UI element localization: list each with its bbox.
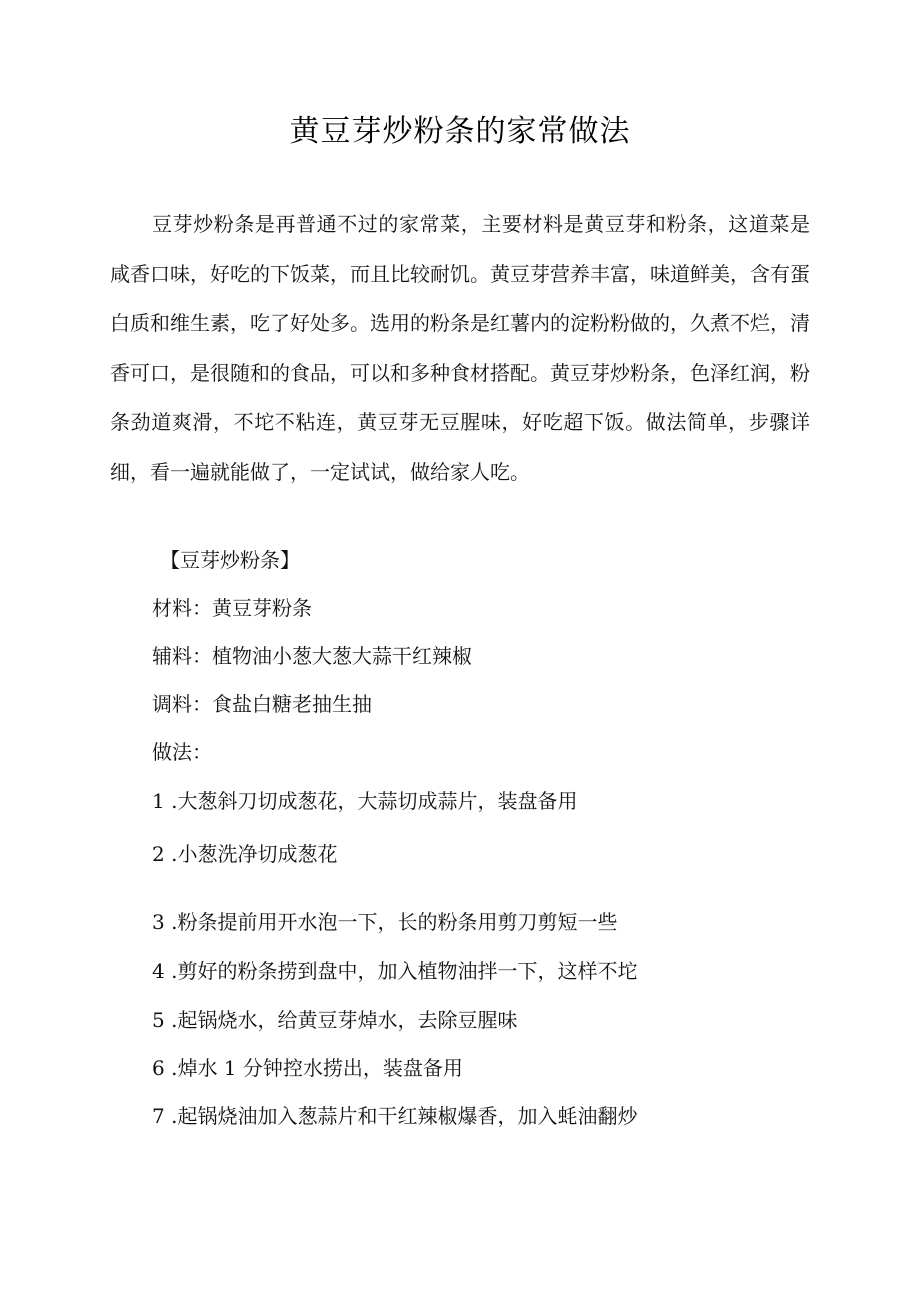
method-heading: 做法： (152, 740, 212, 764)
step-item: 1 .大葱斜刀切成葱花，大蒜切成蒜片，装盘备用 (152, 789, 578, 813)
step-item: 4 .剪好的粉条捞到盘中，加入植物油拌一下，这样不坨 (152, 959, 638, 983)
step-item: 7 .起锅烧油加入葱蒜片和干红辣椒爆香，加入蚝油翻炒 (152, 1104, 638, 1128)
auxiliary-ingredients-line: 辅料：植物油小葱大葱大蒜干红辣椒 (152, 644, 472, 668)
section-heading: 【豆芽炒粉条】 (160, 548, 300, 572)
intro-paragraph: 豆芽炒粉条是再普通不过的家常菜，主要材料是黄豆芽和粉条，这道菜是咸香口味，好吃的下饭菜，而且比较耐饥。黄豆芽营养丰富，味道鲜美，含有蛋白质和维生素，吃了好处多。选用的粉条是红薯内的淀粉粉做的，久煮不烂，清香可口，是很随和的食品，可以和多种食材搭配。黄豆芽炒粉条，色泽红润，粉条劲道爽滑，不坨不粘连，黄豆芽无豆腥味，好吃超下饭。做法简单，步骤详细，看一遍就能做了，一定试试，做给家人吃。 (110, 212, 810, 484)
step-item: 2 .小葱洗净切成葱花 (152, 842, 338, 866)
ingredients-line: 材料：黄豆芽粉条 (152, 596, 312, 620)
page-title: 黄豆芽炒粉条的家常做法 (289, 114, 631, 149)
step-item: 6 .焯水 1 分钟控水捞出，装盘备用 (152, 1056, 463, 1080)
step-item: 3 .粉条提前用开水泡一下，长的粉条用剪刀剪短一些 (152, 910, 618, 934)
step-item: 5 .起锅烧水，给黄豆芽焯水，去除豆腥味 (152, 1008, 518, 1032)
seasoning-line: 调料：食盐白糖老抽生抽 (152, 692, 372, 716)
